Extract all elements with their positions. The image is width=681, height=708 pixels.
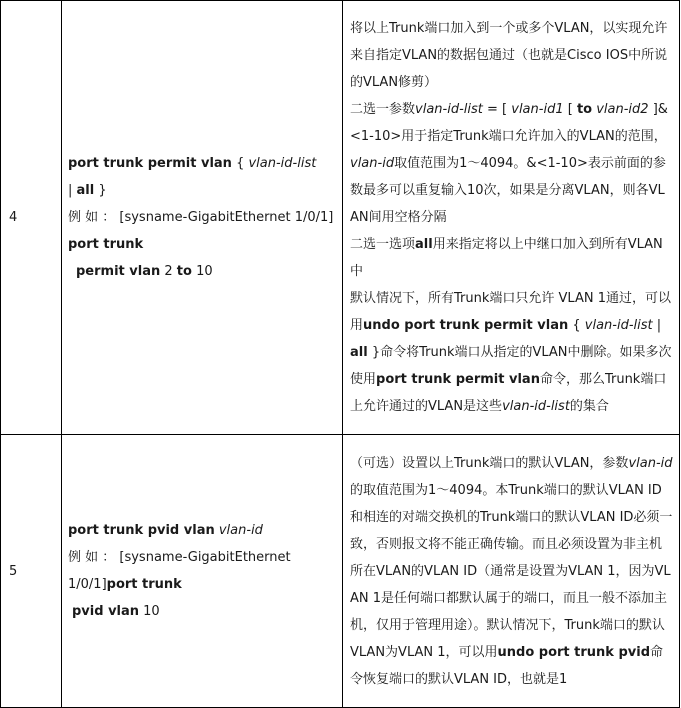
command-keyword: port trunk pvid vlan	[68, 523, 215, 538]
example-keyword: port trunk	[68, 237, 144, 252]
text: ]&<1-10>用于指定Trunk端口允许加入的VLAN的范围，	[350, 102, 668, 144]
description-paragraph	[350, 96, 673, 231]
example-line-2	[68, 598, 339, 625]
example-line	[68, 544, 339, 598]
example-value: 2	[160, 264, 177, 279]
argument: vlan-id-list	[584, 318, 653, 333]
brace-close: }	[94, 183, 107, 198]
description-cell	[343, 435, 680, 708]
description-paragraph: 将以上Trunk端口加入到一个或多个VLAN，以实现允许来自指定VLAN的数据包通过（也就是Cisco IOS中所说的VLAN修剪）	[350, 21, 668, 90]
description-paragraph	[350, 285, 673, 420]
keyword: undo port trunk permit vlan	[363, 318, 569, 333]
argument: vlan-id	[628, 455, 673, 471]
example-prompt: [sysname-GigabitEthernet 1/0/1]	[115, 210, 334, 225]
description-paragraph	[350, 231, 673, 285]
command-argument: vlan-id	[214, 523, 263, 538]
separator: |	[68, 183, 77, 198]
example-keyword-2: pvid vlan	[72, 604, 140, 619]
text: 二选一选项	[350, 237, 416, 252]
example-keyword: port trunk	[106, 577, 182, 592]
description-paragraph	[350, 450, 673, 693]
table-row	[1, 435, 680, 708]
text: = [	[482, 102, 512, 117]
text: 默认情况下，所有Trunk端口只允许 VLAN 1通过，可以用	[350, 291, 671, 333]
argument: vlan-id2	[596, 102, 649, 117]
text: 命令恢复端口的默认VLAN ID，也就是1	[350, 644, 664, 687]
argument: vlan-id-list	[415, 102, 483, 117]
text: 取值范围为1～4094。&<1-10>表示前面的参数最多可以重复输入10次，如果是分离VLAN，则各VLAN间用空格分隔	[350, 156, 666, 225]
text: （可选）设置以上Trunk端口的默认VLAN，参数	[350, 455, 629, 471]
example-to-keyword: to	[176, 264, 192, 279]
argument: vlan-id-list	[502, 399, 570, 414]
argument: vlan-id	[350, 156, 395, 171]
command-keyword-all: all	[76, 183, 95, 198]
keyword: to	[576, 102, 593, 117]
example-value: 10	[139, 604, 160, 619]
text: |	[652, 318, 662, 333]
command-cell	[62, 1, 343, 435]
keyword: port trunk permit vlan	[376, 372, 540, 387]
text: 的集合	[569, 399, 609, 414]
example-label: 例 如 ：	[68, 210, 116, 225]
text: 的取值范围为1～4094。本Trunk端口的默认VLAN ID和相连的对端交换机的Trunk端口的默认VLAN ID必须一致，否则报文将不能正确传输。而且必须设置为非主机所在VLAN的VLAN ID（通常是设置为VLAN 1，因为VLAN 1是任何端口都默认属于的端口，而且一般不添加主机，仅用于管理用途）。默认情况下，Trunk端口的默认VLAN为VLAN 1，可以用	[350, 482, 673, 660]
text: 命令，那么Trunk端口上允许通过的VLAN是这些	[350, 372, 667, 414]
example-keyword-2: permit vlan	[76, 264, 161, 279]
command-cell	[62, 435, 343, 708]
example-value-2: 10	[191, 264, 213, 279]
example-label: 例 如 ：	[68, 550, 116, 565]
row-number: 4	[1, 1, 62, 435]
example-prompt: [sysname-GigabitEthernet 1/0/1]	[68, 550, 291, 592]
argument: vlan-id1	[511, 102, 564, 117]
text: }命令将Trunk端口从指定的VLAN中删除。如果多次使用	[350, 345, 672, 387]
command-keyword: port trunk permit vlan	[68, 156, 232, 171]
keyword: all	[415, 237, 433, 252]
text: {	[568, 318, 585, 333]
description-cell	[343, 1, 680, 435]
keyword: all	[350, 345, 368, 360]
brace-open: {	[231, 156, 249, 171]
text: [	[563, 102, 577, 117]
text: 二选一参数	[350, 102, 416, 117]
example-line	[68, 204, 339, 258]
example-line-2	[68, 258, 339, 285]
table-row	[1, 1, 680, 435]
row-number: 5	[1, 435, 62, 708]
keyword: undo port trunk pvid	[497, 644, 651, 660]
command-argument: vlan-id-list	[248, 156, 317, 171]
text: 用来指定将以上中继口加入到所有VLAN中	[350, 237, 663, 279]
